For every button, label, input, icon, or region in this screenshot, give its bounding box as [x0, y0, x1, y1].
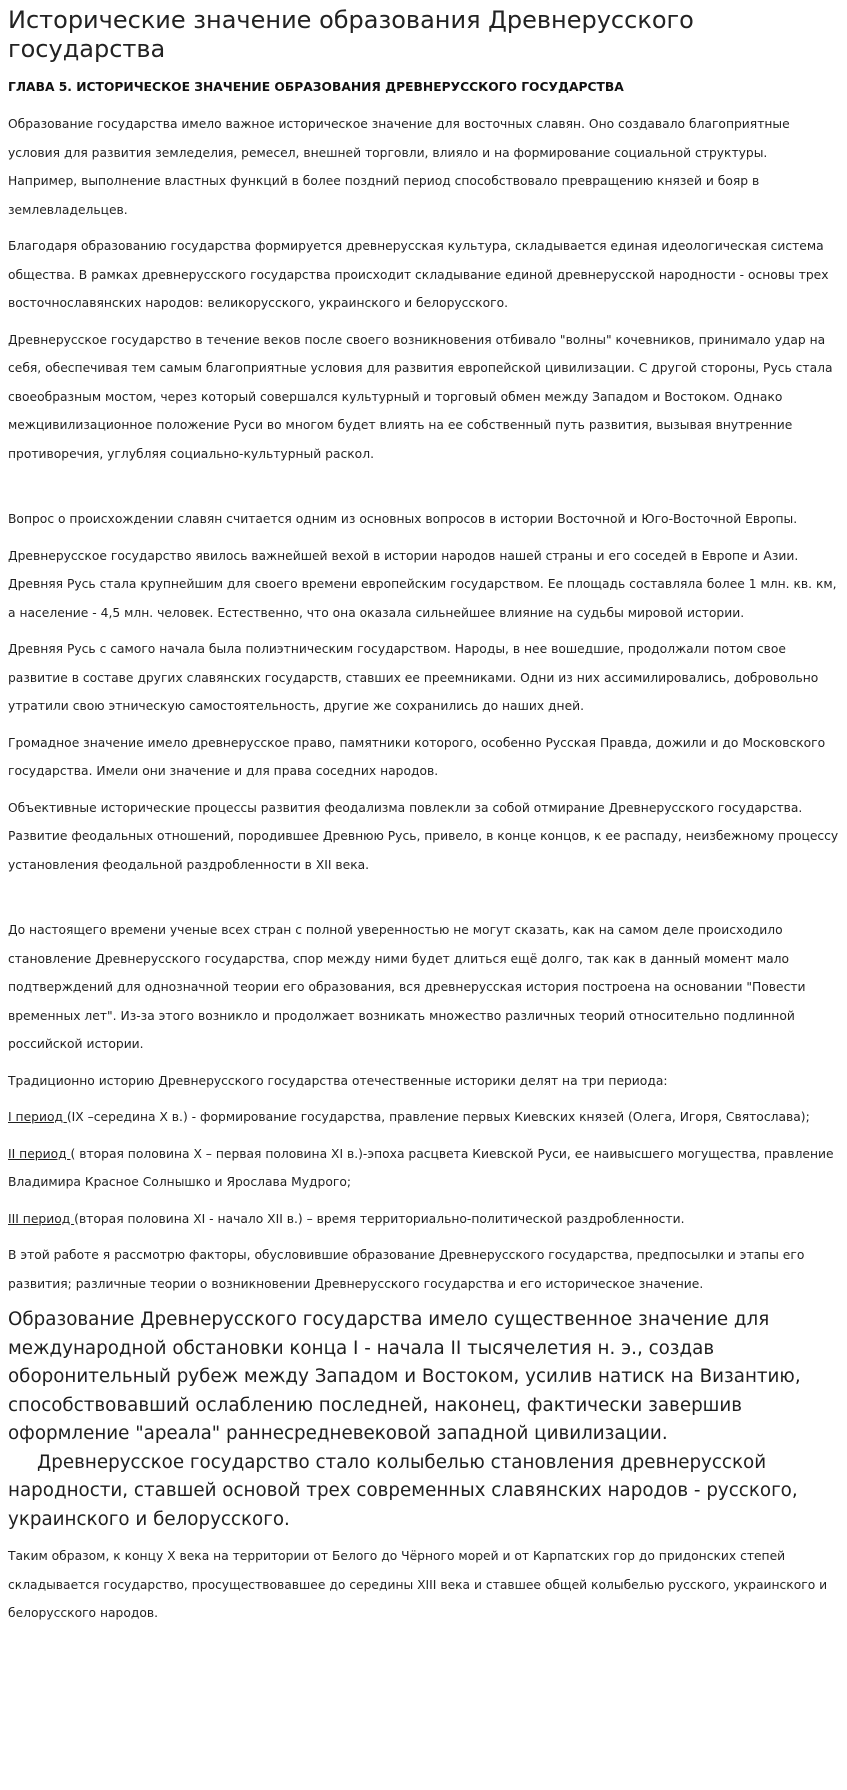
large-text-block [8, 1306, 839, 1534]
period-1-label: I период [8, 1110, 67, 1124]
paragraph-3: Древнерусское государство в течение веков после своего возникновения отбивало "волны" кочевников, принимало удар на себя, обеспечивая тем самым благоприятные условия для развития европейской цивилизации. С другой стороны, Русь стала своеобразным мостом, через который совершался культурный и торговый обмен между Западом и Востоком. Однако межцивилизационное положение Руси во многом будет влиять на ее собственный путь развития, вызывая внутренние противоречия, углубляя социально-культурный раскол. [8, 332, 833, 461]
paragraph-2: Благодаря образованию государства формируется древнерусская культура, складывается единая идеологическая система общества. В рамках древнерусского государства происходит складывание единой древнерусской народности - основы трех восточнославянских народов: великорусского, украинского и белорусского. [8, 239, 829, 310]
period-2-label: II период [8, 1146, 71, 1161]
period-3 [8, 1205, 839, 1234]
paragraph-10: Традиционно историю Древнерусского государства отечественные историки делят на три периода: [8, 1073, 668, 1088]
paragraph-4: Вопрос о происхождении славян считается одним из основных вопросов в истории Восточной и Юго-Восточной Европы. [8, 512, 798, 526]
spacer [8, 476, 839, 505]
period-3-label: III период [8, 1211, 75, 1226]
period-1 [8, 1103, 839, 1132]
paragraph-8: Объективные исторические процессы развития феодализма повлекли за собой отмирание Древнерусского государства. Развитие феодальных отношений, породившее Древнюю Русь, привело, в конце концов, к ее распаду, неизбежному процессу установления феодальной раздробленности в XII века. [8, 800, 839, 872]
paragraph-7: Громадное значение имело древнерусское право, памятники которого, особенно Русская Правда, дожили и до Московского государства. Имели они значение и для права соседних народов. [8, 735, 826, 778]
period-1-text: (IX –середина X в.) - формирование государства, правление первых Киевских князей (Олега, Игоря, Святослава); [66, 1110, 810, 1124]
large-paragraph-2: Древнерусское государство стало колыбелью становления древнерусской народности, ставшей основой трех современных славянских народов - русского, украинского и белорусского. [8, 1451, 798, 1530]
paragraph-5: Древнерусское государство явилось важнейшей вехой в истории народов нашей страны и его соседей в Европе и Азии. Древняя Русь стала крупнейшим для своего времени европейским государством. Ее площадь составляла более 1 млн. кв. км, а население - 4,5 млн. человек. Естественно, что она оказала сильнейшее влияние на судьбы мировой истории. [8, 548, 837, 620]
period-2 [8, 1140, 839, 1197]
period-3-text: (вторая половина XI - начало XII в.) – время территориально-политической раздробленности. [74, 1211, 685, 1226]
paragraph-9: До настоящего времени ученые всех стран с полной уверенностью не могут сказать, как на самом деле происходило становление Древнерусского государства, спор между ними будет длиться ещё долго, так как в данный момент мало подтверждений для однозначной теории его образования, вся древнерусская история построена на основании "Повести временных лет". Из-за этого возникло и продолжает возникать множество различных теорий относительно подлинной российской истории. [8, 923, 806, 1051]
chapter-heading: ГЛАВА 5. ИСТОРИЧЕСКОЕ ЗНАЧЕНИЕ ОБРАЗОВАНИЯ ДРЕВНЕРУССКОГО ГОСУДАРСТВА [8, 80, 624, 94]
spacer [8, 887, 839, 916]
paragraph-11: В этой работе я рассмотрю факторы, обусловившие образование Древнерусского государства, предпосылки и этапы его развития; различные теории о возникновении Древнерусского государства и его историческое значение. [8, 1248, 805, 1291]
large-paragraph-1: Образование Древнерусского государства имело существенное значение для международной обстановки конца I - начала II тысячелетия н. э., создав оборонительный рубеж между Западом и Востоком, усилив натиск на Византию, способствовавший ослаблению последней, наконец, фактически завершив оформление "ареала" раннесредневековой западной цивилизации. [8, 1309, 801, 1444]
paragraph-6: Древняя Русь с самого начала была полиэтническим государством. Народы, в нее вошедшие, продолжали потом свое развитие в составе других славянских государств, ставших ее преемниками. Одни из них ассимилировались, добровольно утратили свою этническую самостоятельность, другие же сохранились до наших дней. [8, 642, 819, 713]
page-title: Исторические значение образования Древнерусского государства [8, 6, 694, 63]
paragraph-12: Таким образом, к концу X века на территории от Белого до Чёрного морей и от Карпатских гор до придонских степей складывается государство, просуществовавшее до середины XIII века и ставшее общей колыбелью русского, украинского и белорусского народов. [8, 1549, 828, 1620]
period-2-text: ( вторая половина X – первая половина XI в.)-эпоха расцвета Киевской Руси, ее наивысшего могущества, правление Владимира Красное Солнышко и Ярослава Мудрого; [8, 1146, 834, 1189]
paragraph-1: Образование государства имело важное историческое значение для восточных славян. Оно создавало благоприятные условия для развития земледелия, ремесел, внешней торговли, влияло и на формирование социальной структуры. Например, выполнение властных функций в более поздний период способствовало превращению князей и бояр в землевладельцев. [8, 117, 790, 217]
